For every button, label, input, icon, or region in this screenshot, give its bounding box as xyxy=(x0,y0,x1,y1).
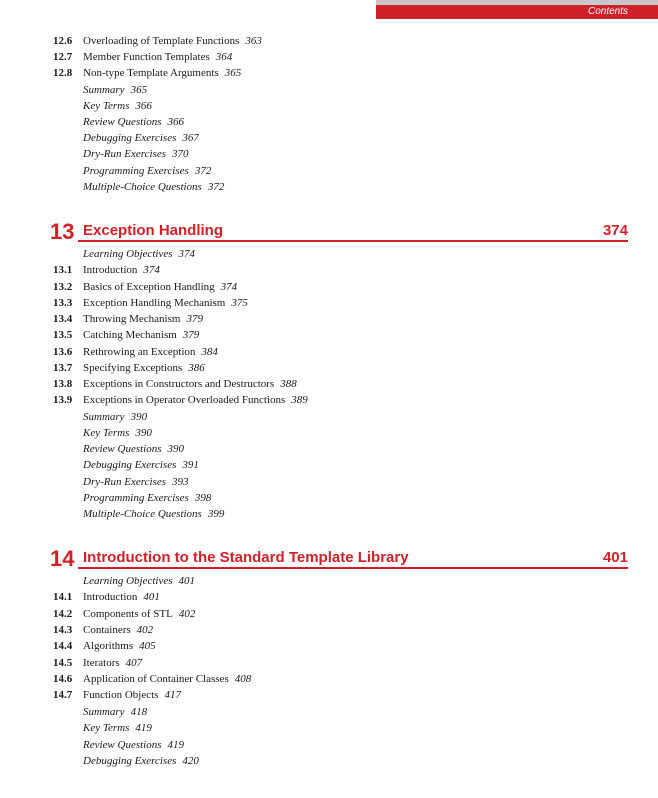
section-title xyxy=(83,100,152,113)
contents-header-tab: Contents xyxy=(376,5,658,19)
page-number: 365 xyxy=(130,83,148,96)
section-title-text: Introduction xyxy=(83,264,138,277)
section-title xyxy=(83,148,188,161)
page-number: 390 xyxy=(130,410,148,423)
section-title-text: Overloading of Template Functions xyxy=(83,35,240,47)
page-number: 370 xyxy=(171,148,189,161)
page-number: 374 xyxy=(143,264,160,277)
section-number: 14.7 xyxy=(53,689,73,702)
section-title xyxy=(83,722,152,735)
section-title xyxy=(83,492,211,505)
chapter-title[interactable]: Introduction to the Standard Template Library xyxy=(83,549,409,566)
page-number: 389 xyxy=(291,394,308,407)
section-title-text: Review Questions xyxy=(83,443,162,455)
section-title xyxy=(83,67,241,80)
section-title xyxy=(83,459,199,472)
section-title xyxy=(83,51,232,64)
section-title-text: Algorithms xyxy=(83,640,134,653)
section-title-text: Function Objects xyxy=(83,689,159,702)
page-number: 418 xyxy=(130,705,148,718)
section-title-text: Components of STL xyxy=(83,607,173,620)
section-title-text: Key Terms xyxy=(83,722,130,735)
page-number: 379 xyxy=(186,313,203,325)
section-title-text: Review Questions xyxy=(83,738,162,751)
section-title xyxy=(83,508,224,521)
section-title-text: Non-type Template Arguments xyxy=(83,67,219,80)
section-title-text: Key Terms xyxy=(83,426,130,439)
section-title xyxy=(83,84,147,97)
page-number: 390 xyxy=(135,426,152,439)
section-title-text: Application of Container Classes xyxy=(83,673,229,686)
page-number: 367 xyxy=(182,132,199,145)
section-title-text: Learning Objectives xyxy=(83,575,173,587)
section-title-text: Multiple-Choice Questions xyxy=(83,180,202,193)
section-number: 13.9 xyxy=(53,394,73,407)
section-title xyxy=(83,116,184,129)
section-title xyxy=(83,362,205,375)
chapter-page-number: 374 xyxy=(602,222,628,239)
section-title-text: Debugging Exercises xyxy=(83,754,177,767)
page-number: 391 xyxy=(182,459,199,472)
page-number: 363 xyxy=(245,35,262,47)
section-number: 12.7 xyxy=(53,51,73,64)
page-number: 390 xyxy=(167,443,185,455)
section-title xyxy=(83,248,195,261)
section-title-text: Dry-Run Exercises xyxy=(83,475,166,488)
page-number: 401 xyxy=(178,575,196,587)
page-number: 405 xyxy=(139,640,156,653)
section-title-text: Catching Mechanism xyxy=(83,329,177,342)
section-title-text: Learning Objectives xyxy=(83,248,173,260)
section-title xyxy=(83,673,251,686)
page-number: 374 xyxy=(220,280,238,293)
section-title xyxy=(83,476,188,489)
section-title xyxy=(83,706,147,719)
section-title-text: Summary xyxy=(83,410,125,423)
section-title xyxy=(83,591,160,604)
section-title-text: Exceptions in Constructors and Destructors xyxy=(83,378,275,390)
section-title xyxy=(83,739,184,752)
section-number: 13.4 xyxy=(53,313,73,325)
page-number: 420 xyxy=(182,754,199,767)
section-title-text: Debugging Exercises xyxy=(83,132,177,145)
section-title xyxy=(83,346,218,359)
section-title-text: Containers xyxy=(83,624,131,637)
section-title xyxy=(83,378,297,391)
section-title-text: Summary xyxy=(83,705,125,718)
section-number: 14.5 xyxy=(53,656,73,669)
page-number: 366 xyxy=(167,116,185,128)
page-number: 365 xyxy=(224,67,242,80)
section-title-text: Key Terms xyxy=(83,99,130,112)
section-number: 13.1 xyxy=(53,264,73,277)
section-title-text: Specifying Exceptions xyxy=(83,361,183,374)
page-number: 375 xyxy=(231,296,248,309)
section-title xyxy=(83,689,181,702)
section-title-text: Exceptions in Operator Overloaded Functions xyxy=(83,394,286,407)
section-title-text: Iterators xyxy=(83,656,120,669)
section-title xyxy=(83,181,224,194)
section-title xyxy=(83,427,152,440)
section-title xyxy=(83,132,199,145)
section-title xyxy=(83,35,262,48)
section-number: 13.2 xyxy=(53,280,73,293)
chapter-rule xyxy=(78,240,628,242)
section-title-text: Introduction xyxy=(83,591,138,604)
page-number: 388 xyxy=(280,378,297,390)
page-number: 401 xyxy=(143,591,160,604)
section-title xyxy=(83,165,211,178)
section-title xyxy=(83,640,156,653)
chapter-title[interactable]: Exception Handling xyxy=(83,222,224,239)
section-number: 14.6 xyxy=(53,673,73,686)
section-title xyxy=(83,297,248,310)
section-title xyxy=(83,755,199,768)
section-number: 13.6 xyxy=(53,345,73,358)
section-number: 13.7 xyxy=(53,361,73,374)
page-number: 408 xyxy=(234,673,252,686)
section-number: 14.2 xyxy=(53,607,73,620)
section-title xyxy=(83,313,203,326)
page-number: 399 xyxy=(207,508,225,520)
section-title xyxy=(83,394,308,407)
section-number: 12.6 xyxy=(53,35,73,47)
section-title xyxy=(83,608,195,621)
page-number: 402 xyxy=(136,624,154,637)
section-title-text: Programming Exercises xyxy=(83,164,189,177)
section-title-text: Debugging Exercises xyxy=(83,459,177,472)
section-title-text: Rethrowing an Exception xyxy=(83,345,196,358)
section-title-text: Basics of Exception Handling xyxy=(83,280,215,293)
section-title xyxy=(83,281,237,294)
chapter-page-number: 401 xyxy=(602,549,628,566)
section-title xyxy=(83,443,184,456)
page-number: 419 xyxy=(135,722,152,735)
section-title-text: Summary xyxy=(83,83,125,96)
section-number: 13.3 xyxy=(53,296,73,309)
page-number: 386 xyxy=(188,361,205,374)
section-title xyxy=(83,657,142,670)
page-number: 393 xyxy=(171,475,189,488)
section-title-text: Programming Exercises xyxy=(83,491,189,504)
page-number: 372 xyxy=(194,164,212,177)
page-number: 374 xyxy=(178,248,196,260)
section-title xyxy=(83,411,147,424)
section-number: 14.3 xyxy=(53,624,73,637)
page-number: 419 xyxy=(167,738,185,751)
section-number: 12.8 xyxy=(53,67,73,80)
section-number: 14.1 xyxy=(53,591,73,604)
page-number: 398 xyxy=(194,491,212,504)
chapter-rule xyxy=(78,567,628,569)
section-title-text: Dry-Run Exercises xyxy=(83,148,166,161)
page-number: 402 xyxy=(178,607,196,620)
chapter-number: 13 xyxy=(50,219,75,244)
page-number: 366 xyxy=(135,99,152,112)
page-number: 384 xyxy=(201,345,218,358)
section-title-text: Exception Handling Mechanism xyxy=(83,296,226,309)
section-number: 13.8 xyxy=(53,378,73,390)
page-number: 417 xyxy=(164,689,181,702)
section-title-text: Member Function Templates xyxy=(83,51,210,64)
page-number: 372 xyxy=(207,180,225,193)
section-title-text: Multiple-Choice Questions xyxy=(83,508,202,520)
section-title xyxy=(83,329,199,342)
chapter-number: 14 xyxy=(50,546,75,571)
section-title xyxy=(83,575,195,588)
section-title-text: Review Questions xyxy=(83,116,162,128)
section-number: 14.4 xyxy=(53,640,73,653)
section-title xyxy=(83,624,153,637)
section-title xyxy=(83,264,160,277)
section-title-text: Throwing Mechanism xyxy=(83,313,181,325)
page-number: 379 xyxy=(182,329,200,342)
page-number: 364 xyxy=(215,51,233,64)
page-number: 407 xyxy=(125,656,143,669)
section-number: 13.5 xyxy=(53,329,73,342)
